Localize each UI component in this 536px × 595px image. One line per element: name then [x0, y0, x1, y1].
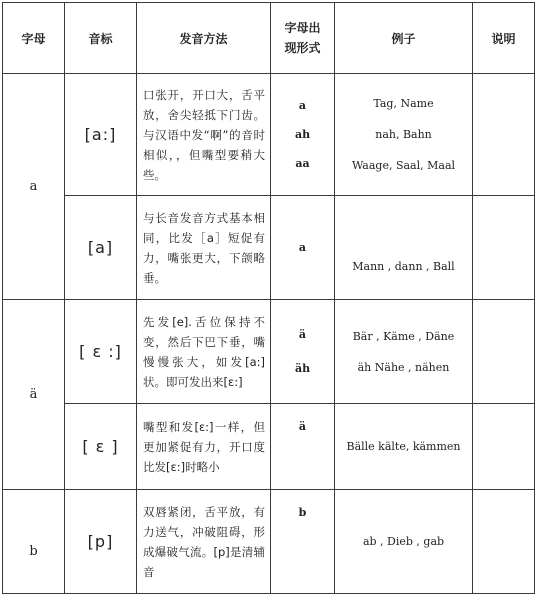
- table-row: [3, 300, 535, 404]
- example-item: Mann , dann , Ball: [352, 260, 455, 273]
- table-row: [3, 196, 535, 300]
- form-item: äh: [294, 361, 311, 375]
- table-row: [3, 74, 535, 196]
- forms-cell: [271, 490, 335, 594]
- note-cell: [473, 300, 535, 404]
- method-cell: [137, 404, 271, 490]
- header-method: 发音方法: [137, 3, 271, 74]
- form-item: ah: [294, 127, 311, 141]
- method-cell: [137, 74, 271, 196]
- examples-cell: [335, 196, 473, 300]
- header-note: 说明: [473, 3, 535, 74]
- example-item: Bär , Käme , Däne: [352, 329, 455, 343]
- method-cell: [137, 300, 271, 404]
- note-cell: [473, 196, 535, 300]
- letter-cell: b: [3, 490, 65, 594]
- examples-cell: [335, 404, 473, 490]
- method-text: 双唇紧闭，舌平放，有力送气，冲破阻碍，形成爆破气流。[p]是清辅音: [143, 504, 265, 579]
- header-forms-line2: 现形式: [284, 41, 321, 55]
- examples-cell: [335, 300, 473, 404]
- method-text: 嘴型和发[ɛ:]一样，但更加紧促有力，开口度比发[ɛ:]时略小: [143, 419, 265, 474]
- form-item: a: [298, 240, 307, 254]
- form-item: ä: [298, 420, 307, 433]
- ipa-cell: [p]: [65, 490, 137, 594]
- example-item: nah, Bahn: [375, 128, 432, 141]
- examples-cell: [335, 74, 473, 196]
- method-text: 先发[e].舌位保持不变，然后下巴下垂，嘴慢慢张大，如发[a:]状。即可发出来[ɛ:]: [143, 314, 265, 389]
- header-letter: 字母: [3, 3, 65, 74]
- form-item: b: [298, 506, 307, 519]
- phonetics-table: [2, 2, 535, 594]
- header-forms-line1: 字母出: [284, 21, 321, 35]
- ipa-cell: [a]: [65, 196, 137, 300]
- examples-cell: [335, 490, 473, 594]
- method-text: 与长音发音方式基本相同，比发［a］短促有力，嘴张更大，下颌略垂。: [143, 210, 265, 285]
- ipa-cell: [ ɛ :]: [65, 300, 137, 404]
- method-text: 口张开，开口大，舌平放，舍尖轻抵下门齿。与汉语中发“啊”的音时相似，，但嘴型要稍大些。: [143, 87, 265, 182]
- example-item: äh Nähe , nähen: [357, 360, 450, 374]
- method-cell: [137, 490, 271, 594]
- header-forms: [271, 3, 335, 74]
- example-item: Bälle kälte, kämmen: [346, 440, 461, 453]
- method-cell: [137, 196, 271, 300]
- note-cell: [473, 490, 535, 594]
- letter-cell: a: [3, 74, 65, 300]
- forms-cell: [271, 404, 335, 490]
- header-row: [3, 3, 535, 74]
- header-ipa: 音标: [65, 3, 137, 74]
- header-examples: 例子: [335, 3, 473, 74]
- example-item: Waage, Saal, Maal: [351, 159, 456, 172]
- example-item: ab , Dieb , gab: [362, 535, 445, 548]
- example-item: Tag, Name: [373, 97, 434, 110]
- form-item: ä: [298, 327, 307, 341]
- forms-cell: [271, 300, 335, 404]
- table-row: [3, 404, 535, 490]
- form-item: aa: [295, 156, 310, 170]
- letter-cell: ä: [3, 300, 65, 490]
- table-row: [3, 490, 535, 594]
- forms-cell: [271, 196, 335, 300]
- ipa-cell: [ ɛ ]: [65, 404, 137, 490]
- forms-cell: [271, 74, 335, 196]
- ipa-cell: [a:]: [65, 74, 137, 196]
- form-item: a: [298, 98, 307, 112]
- note-cell: [473, 74, 535, 196]
- note-cell: [473, 404, 535, 490]
